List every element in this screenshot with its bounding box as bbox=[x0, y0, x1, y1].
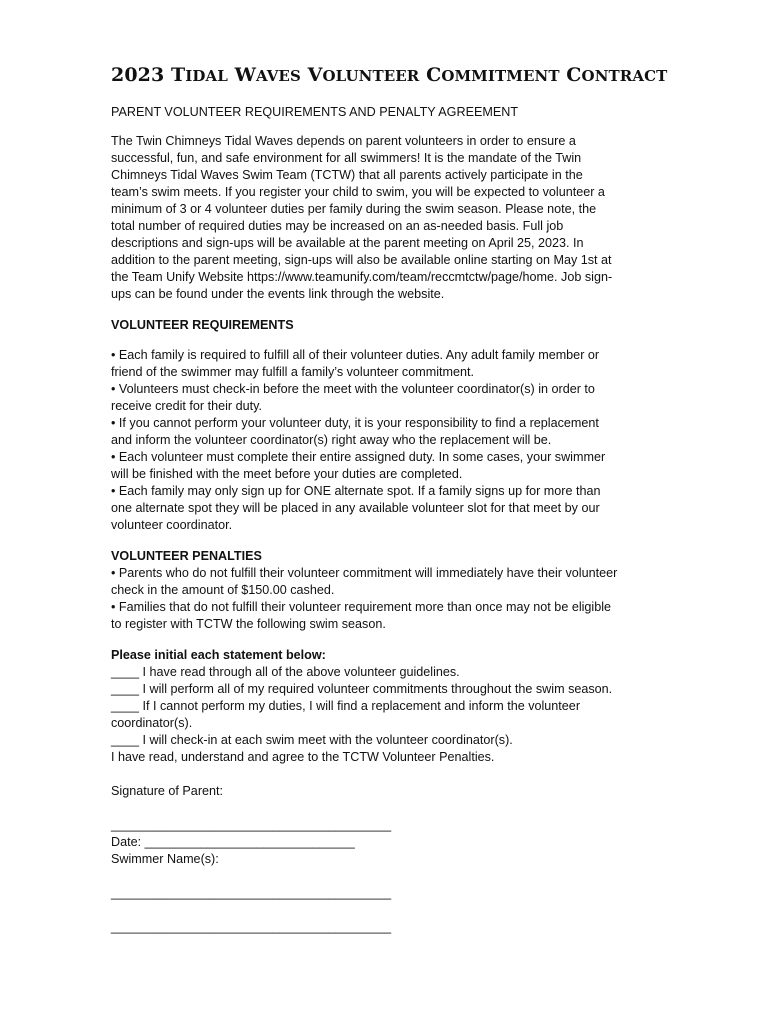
swimmer-name-label: Swimmer Name(s): bbox=[111, 852, 219, 866]
requirement-line: • Volunteers must check-in before the meet with the volunteer coordinator(s) in order to bbox=[111, 382, 595, 396]
initial-statement: ____ I will check-in at each swim meet with the volunteer coordinator(s). bbox=[111, 733, 513, 747]
requirement-line: and inform the volunteer coordinator(s) right away who the replacement will be. bbox=[111, 433, 552, 447]
initial-statement: ____ I will perform all of my required volunteer commitments throughout the swim season. bbox=[111, 682, 613, 696]
intro-paragraph bbox=[111, 133, 660, 303]
title-word-waves: WAVES bbox=[234, 64, 301, 86]
requirement-line: • Each volunteer must complete their entire assigned duty. In some cases, your swimmer bbox=[111, 450, 606, 464]
intro-line: team’s swim meets. If you register your child to swim, you will be expected to volunteer a bbox=[111, 185, 605, 199]
date-line: Date: ______________________________ bbox=[111, 835, 355, 849]
intro-line: ups can be found under the events link through the website. bbox=[111, 287, 445, 301]
title-word-contract: CONTRACT bbox=[566, 64, 668, 86]
title-year: 2023 bbox=[111, 64, 165, 86]
penalty-line: check in the amount of $150.00 cashed. bbox=[111, 583, 335, 597]
penalty-line: • Parents who do not fulfill their volunteer commitment will immediately have their volunteer bbox=[111, 566, 618, 580]
initials-heading: Please initial each statement below: bbox=[111, 648, 326, 662]
requirement-line: • If you cannot perform your volunteer duty, it is your responsibility to find a replacement bbox=[111, 416, 599, 430]
title-word-volunteer: VOLUNTEER bbox=[307, 64, 420, 86]
requirement-line: volunteer coordinator. bbox=[111, 518, 233, 532]
initials-list bbox=[111, 664, 660, 766]
intro-line: minimum of 3 or 4 volunteer duties per family during the swim season. Please note, the bbox=[111, 202, 597, 216]
intro-line: the Team Unify Website https://www.teamunify.com/team/reccmtctw/page/home. Job sign- bbox=[111, 270, 613, 284]
penalties-heading: VOLUNTEER PENALTIES bbox=[111, 549, 262, 563]
requirements-list bbox=[111, 347, 660, 534]
initial-statement: ____ If I cannot perform my duties, I will find a replacement and inform the volunteer bbox=[111, 699, 581, 713]
intro-line: total number of required duties may be increased on an as-needed basis. Full job bbox=[111, 219, 564, 233]
initial-statement: coordinator(s). bbox=[111, 716, 193, 730]
document-subtitle: PARENT VOLUNTEER REQUIREMENTS AND PENALTY AGREEMENT bbox=[111, 105, 519, 119]
requirement-line: will be finished with the meet before your duties are completed. bbox=[111, 467, 463, 481]
initial-statement: ____ I have read through all of the above volunteer guidelines. bbox=[111, 665, 460, 679]
requirement-line: friend of the swimmer may fulfill a family’s volunteer commitment. bbox=[111, 365, 474, 379]
intro-line: descriptions and sign-ups will be available at the parent meeting on April 25, 2023. In bbox=[111, 236, 584, 250]
intro-line: The Twin Chimneys Tidal Waves depends on parent volunteers in order to ensure a bbox=[111, 134, 576, 148]
swimmer-name-line-2: ________________________________________ bbox=[111, 920, 392, 934]
penalty-line: to register with TCTW the following swim season. bbox=[111, 617, 386, 631]
penalties-list bbox=[111, 565, 660, 633]
intro-line: Chimneys Tidal Waves Swim Team (TCTW) that all parents actively participate in the bbox=[111, 168, 583, 182]
signature-line: ________________________________________ bbox=[111, 818, 392, 832]
intro-line: successful, fun, and safe environment for all swimmers! It is the mandate of the Twin bbox=[111, 151, 582, 165]
agreement-statement: I have read, understand and agree to the TCTW Volunteer Penalties. bbox=[111, 750, 495, 764]
title-word-tidal: TIDAL bbox=[171, 64, 228, 86]
requirement-line: • Each family is required to fulfill all of their volunteer duties. Any adult family member or bbox=[111, 348, 600, 362]
requirement-line: one alternate spot they will be placed in any available volunteer slot for that meet by our bbox=[111, 501, 600, 515]
requirement-line: receive credit for their duty. bbox=[111, 399, 262, 413]
requirements-heading: VOLUNTEER REQUIREMENTS bbox=[111, 318, 294, 332]
document-title bbox=[111, 64, 668, 86]
penalty-line: • Families that do not fulfill their volunteer requirement more than once may not be eligible bbox=[111, 600, 612, 614]
requirement-line: • Each family may only sign up for ONE alternate spot. If a family signs up for more than bbox=[111, 484, 601, 498]
intro-line: addition to the parent meeting, sign-ups will also be available online starting on May 1st at bbox=[111, 253, 612, 267]
title-word-commitment: COMMITMENT bbox=[426, 64, 560, 86]
swimmer-name-line-1: ________________________________________ bbox=[111, 886, 392, 900]
signature-label: Signature of Parent: bbox=[111, 784, 224, 798]
